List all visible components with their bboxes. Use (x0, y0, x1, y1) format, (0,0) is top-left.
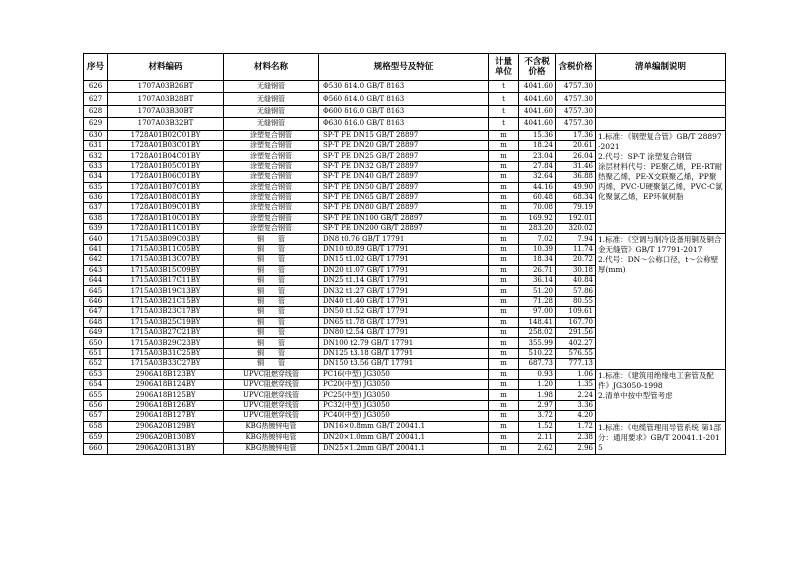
unit-cell: m (489, 338, 519, 348)
material-code-cell: 2906A18B127BY (108, 411, 224, 421)
spec-cell: SP-T PE DN15 GB/T 28897 (319, 130, 489, 140)
material-code-cell: 1715A03B27C21BY (108, 327, 224, 337)
unit-cell: m (489, 443, 519, 454)
unit-cell: t (489, 81, 519, 93)
row-index-cell: 643 (84, 265, 108, 275)
price-incl-tax-cell: 49.90 (556, 182, 596, 192)
price-incl-tax-cell: 79.19 (556, 203, 596, 213)
row-index-cell: 646 (84, 296, 108, 306)
price-incl-tax-cell: 7.94 (556, 234, 596, 244)
unit-cell: m (489, 213, 519, 223)
material-name-cell: 无缝钢管 (224, 81, 319, 93)
row-index-cell: 645 (84, 286, 108, 296)
table-row (84, 118, 726, 130)
material-name-cell: 涂塑复合钢管 (224, 151, 319, 161)
spec-cell: PC40(中型) JG3050 (319, 411, 489, 421)
material-name-cell: KBG热镀锌电管 (224, 432, 319, 443)
row-index-cell: 658 (84, 421, 108, 432)
price-incl-tax-cell: 3.36 (556, 400, 596, 410)
material-name-cell: 无缝钢管 (224, 105, 319, 117)
price-incl-tax-cell: 2.96 (556, 443, 596, 454)
price-excl-tax-cell: 51.20 (519, 286, 556, 296)
row-index-cell: 653 (84, 369, 108, 379)
price-incl-tax-cell: 4757.30 (556, 81, 596, 93)
spec-cell: Φ530 δ14.0 GB/T 8163 (319, 81, 489, 93)
price-incl-tax-cell: 291.56 (556, 327, 596, 337)
unit-cell: m (489, 317, 519, 327)
material-name-cell: 铜 管 (224, 296, 319, 306)
header-notes: 清单编制说明 (596, 54, 726, 81)
row-index-cell: 642 (84, 255, 108, 265)
material-code-cell: 2906A20B129BY (108, 421, 224, 432)
price-excl-tax-cell: 148.41 (519, 317, 556, 327)
material-name-cell: 铜 管 (224, 244, 319, 254)
spec-cell: Φ630 δ16.0 GB/T 8163 (319, 118, 489, 130)
price-excl-tax-cell: 4041.60 (519, 118, 556, 130)
price-excl-tax-cell: 7.02 (519, 234, 556, 244)
price-excl-tax-cell: 258.02 (519, 327, 556, 337)
unit-cell: m (489, 327, 519, 337)
unit-cell: m (489, 400, 519, 410)
spec-cell: DN25 t1.14 GB/T 17791 (319, 276, 489, 286)
price-incl-tax-cell: 320.02 (556, 224, 596, 234)
spec-cell: SP-T PE DN50 GB/T 28897 (319, 182, 489, 192)
row-index-cell: 651 (84, 348, 108, 358)
price-excl-tax-cell: 510.22 (519, 348, 556, 358)
material-code-cell: 1715A03B09C03BY (108, 234, 224, 244)
material-name-cell: 涂塑复合钢管 (224, 224, 319, 234)
spec-cell: SP-T PE DN100 GB/T 28897 (319, 213, 489, 223)
spec-cell: DN100 t2.79 GB/T 17791 (319, 338, 489, 348)
price-excl-tax-cell: 18.24 (519, 140, 556, 150)
row-index-cell: 629 (84, 118, 108, 130)
spec-cell: DN20 t1.07 GB/T 17791 (319, 265, 489, 275)
unit-cell: m (489, 286, 519, 296)
row-index-cell: 639 (84, 224, 108, 234)
material-name-cell: 涂塑复合钢管 (224, 130, 319, 140)
material-code-cell: 1715A03B21C15BY (108, 296, 224, 306)
notes-cell: 1.标准：《空调与制冷设备用铜及铜合金无缝管》GB/T 17791-2017 2.代号：DN～公称口径，t～公称壁厚(mm) (596, 234, 726, 369)
material-code-cell: 2906A20B131BY (108, 443, 224, 454)
price-excl-tax-cell: 1.52 (519, 421, 556, 432)
price-excl-tax-cell: 3.72 (519, 411, 556, 421)
spec-cell: SP-T PE DN40 GB/T 28897 (319, 172, 489, 182)
price-incl-tax-cell: 40.84 (556, 276, 596, 286)
row-index-cell: 660 (84, 443, 108, 454)
notes-cell: 1.标准：《建筑用绝缘电工套管及配件》JG3050-1998 2.清单中按中型管考虑 (596, 369, 726, 421)
spec-cell: SP-T PE DN20 GB/T 28897 (319, 140, 489, 150)
price-incl-tax-cell: 1.35 (556, 379, 596, 389)
table-row (84, 234, 726, 244)
price-incl-tax-cell: 576.55 (556, 348, 596, 358)
material-code-cell: 1707A03B32BT (108, 118, 224, 130)
row-index-cell: 652 (84, 359, 108, 369)
row-index-cell: 659 (84, 432, 108, 443)
unit-cell: t (489, 118, 519, 130)
price-excl-tax-cell: 1.20 (519, 379, 556, 389)
spec-cell: SP-T PE DN80 GB/T 28897 (319, 203, 489, 213)
row-index-cell: 631 (84, 140, 108, 150)
material-code-cell: 1728A01B03C01BY (108, 140, 224, 150)
material-name-cell: 涂塑复合钢管 (224, 172, 319, 182)
material-code-cell: 1728A01B06C01BY (108, 172, 224, 182)
row-index-cell: 644 (84, 276, 108, 286)
spec-cell: DN40 t1.40 GB/T 17791 (319, 296, 489, 306)
unit-cell: m (489, 307, 519, 317)
material-code-cell: 1715A03B29C23BY (108, 338, 224, 348)
price-incl-tax-cell: 11.74 (556, 244, 596, 254)
price-list-sheet (83, 53, 725, 455)
spec-cell: DN25×1.2mm GB/T 20041.1 (319, 443, 489, 454)
notes-cell: 1.标准：《电缆管理用导管系统 第1部分：通用要求》GB/T 20041.1-2015 (596, 421, 726, 454)
header-unit: 计量单位 (489, 54, 519, 81)
material-code-cell: 1715A03B19C13BY (108, 286, 224, 296)
material-name-cell: 铜 管 (224, 348, 319, 358)
unit-cell: m (489, 432, 519, 443)
notes-cell-empty (596, 93, 726, 105)
material-name-cell: KBG热镀锌电管 (224, 421, 319, 432)
material-name-cell: 涂塑复合钢管 (224, 182, 319, 192)
price-incl-tax-cell: 17.36 (556, 130, 596, 140)
row-index-cell: 626 (84, 81, 108, 93)
material-name-cell: 铜 管 (224, 359, 319, 369)
row-index-cell: 655 (84, 390, 108, 400)
price-excl-tax-cell: 4041.60 (519, 93, 556, 105)
unit-cell: m (489, 172, 519, 182)
price-incl-tax-cell: 4757.30 (556, 118, 596, 130)
material-code-cell: 1715A03B25C19BY (108, 317, 224, 327)
header-index: 序号 (84, 54, 108, 81)
spec-cell: PC32(中型) JG3050 (319, 400, 489, 410)
price-excl-tax-cell: 4041.60 (519, 105, 556, 117)
material-name-cell: UPVC阻燃穿线管 (224, 369, 319, 379)
unit-cell: t (489, 93, 519, 105)
material-code-cell: 2906A18B123BY (108, 369, 224, 379)
row-index-cell: 656 (84, 400, 108, 410)
price-excl-tax-cell: 26.71 (519, 265, 556, 275)
unit-cell: m (489, 224, 519, 234)
material-code-cell: 1728A01B10C01BY (108, 213, 224, 223)
price-incl-tax-cell: 36.88 (556, 172, 596, 182)
spec-cell: PC20(中型) JG3050 (319, 379, 489, 389)
row-index-cell: 647 (84, 307, 108, 317)
material-code-cell: 1707A03B30BT (108, 105, 224, 117)
row-index-cell: 628 (84, 105, 108, 117)
material-code-cell: 2906A18B126BY (108, 400, 224, 410)
price-incl-tax-cell: 109.61 (556, 307, 596, 317)
header-price-incl-tax: 含税价格 (556, 54, 596, 81)
material-name-cell: KBG热镀锌电管 (224, 443, 319, 454)
material-code-cell: 1728A01B07C01BY (108, 182, 224, 192)
row-index-cell: 630 (84, 130, 108, 140)
price-excl-tax-cell: 18.34 (519, 255, 556, 265)
spec-cell: DN125 t3.18 GB/T 17791 (319, 348, 489, 358)
material-name-cell: 铜 管 (224, 286, 319, 296)
spec-cell: DN50 t1.52 GB/T 17791 (319, 307, 489, 317)
material-name-cell: 涂塑复合钢管 (224, 161, 319, 171)
material-code-cell: 1728A01B11C01BY (108, 224, 224, 234)
material-name-cell: UPVC阻燃穿线管 (224, 390, 319, 400)
spec-cell: SP-T PE DN65 GB/T 28897 (319, 192, 489, 202)
unit-cell: m (489, 255, 519, 265)
spec-cell: DN8 t0.76 GB/T 17791 (319, 234, 489, 244)
unit-cell: m (489, 140, 519, 150)
price-incl-tax-cell: 57.86 (556, 286, 596, 296)
unit-cell: m (489, 421, 519, 432)
row-index-cell: 641 (84, 244, 108, 254)
price-excl-tax-cell: 169.92 (519, 213, 556, 223)
spec-cell: DN80 t2.54 GB/T 17791 (319, 327, 489, 337)
price-incl-tax-cell: 167.70 (556, 317, 596, 327)
material-name-cell: 无缝钢管 (224, 93, 319, 105)
unit-cell: m (489, 130, 519, 140)
table-row (84, 93, 726, 105)
price-excl-tax-cell: 36.14 (519, 276, 556, 286)
unit-cell: m (489, 182, 519, 192)
row-index-cell: 627 (84, 93, 108, 105)
row-index-cell: 635 (84, 182, 108, 192)
price-excl-tax-cell: 2.97 (519, 400, 556, 410)
material-name-cell: 无缝钢管 (224, 118, 319, 130)
price-incl-tax-cell: 2.38 (556, 432, 596, 443)
material-name-cell: 铜 管 (224, 317, 319, 327)
unit-cell: m (489, 192, 519, 202)
price-incl-tax-cell: 4757.30 (556, 105, 596, 117)
material-code-cell: 1715A03B33C27BY (108, 359, 224, 369)
material-name-cell: 铜 管 (224, 307, 319, 317)
material-code-cell: 1728A01B05C01BY (108, 161, 224, 171)
material-code-cell: 1707A03B28BT (108, 93, 224, 105)
notes-cell-empty (596, 81, 726, 93)
spec-cell: Φ600 δ16.0 GB/T 8163 (319, 105, 489, 117)
material-code-cell: 1707A03B26BT (108, 81, 224, 93)
spec-cell: SP-T PE DN32 GB/T 28897 (319, 161, 489, 171)
price-excl-tax-cell: 2.62 (519, 443, 556, 454)
unit-cell: m (489, 244, 519, 254)
spec-cell: DN20×1.0mm GB/T 20041.1 (319, 432, 489, 443)
row-index-cell: 654 (84, 379, 108, 389)
row-index-cell: 638 (84, 213, 108, 223)
price-excl-tax-cell: 355.99 (519, 338, 556, 348)
unit-cell: m (489, 265, 519, 275)
spec-cell: PC16(中型) JG3050 (319, 369, 489, 379)
spec-cell: DN65 t1.78 GB/T 17791 (319, 317, 489, 327)
unit-cell: m (489, 296, 519, 306)
row-index-cell: 633 (84, 161, 108, 171)
material-code-cell: 1715A03B15C09BY (108, 265, 224, 275)
material-name-cell: 铜 管 (224, 276, 319, 286)
unit-cell: m (489, 359, 519, 369)
spec-cell: PC25(中型) JG3050 (319, 390, 489, 400)
price-incl-tax-cell: 4.20 (556, 411, 596, 421)
notes-cell: 1.标准：《钢塑复合管》GB/T 28897-2021 2.代号：SP-T 涂塑复合钢管 涂层材料代号：PE聚乙烯，PE-RT耐热聚乙烯，PE-X交联聚乙烯，PP聚丙烯，PVC-U硬聚氯乙烯，PVC-C氯化聚氯乙烯，EP环氧树脂 (596, 130, 726, 234)
price-excl-tax-cell: 687.73 (519, 359, 556, 369)
unit-cell: m (489, 161, 519, 171)
price-table (83, 53, 726, 455)
material-code-cell: 1715A03B17C11BY (108, 276, 224, 286)
price-incl-tax-cell: 68.34 (556, 192, 596, 202)
spec-cell: Φ560 δ14.0 GB/T 8163 (319, 93, 489, 105)
row-index-cell: 637 (84, 203, 108, 213)
price-excl-tax-cell: 4041.60 (519, 81, 556, 93)
price-excl-tax-cell: 44.16 (519, 182, 556, 192)
price-excl-tax-cell: 10.39 (519, 244, 556, 254)
price-incl-tax-cell: 31.46 (556, 161, 596, 171)
table-row (84, 369, 726, 379)
row-index-cell: 650 (84, 338, 108, 348)
table-row (84, 105, 726, 117)
material-code-cell: 1728A01B09C01BY (108, 203, 224, 213)
unit-cell: m (489, 379, 519, 389)
unit-cell: m (489, 234, 519, 244)
material-name-cell: UPVC阻燃穿线管 (224, 411, 319, 421)
header-price-excl-tax: 不含税价格 (519, 54, 556, 81)
price-incl-tax-cell: 777.13 (556, 359, 596, 369)
material-code-cell: 1715A03B23C17BY (108, 307, 224, 317)
unit-cell: m (489, 411, 519, 421)
price-incl-tax-cell: 4757.30 (556, 93, 596, 105)
row-index-cell: 632 (84, 151, 108, 161)
unit-cell: m (489, 203, 519, 213)
price-excl-tax-cell: 97.00 (519, 307, 556, 317)
unit-cell: m (489, 276, 519, 286)
price-excl-tax-cell: 15.36 (519, 130, 556, 140)
table-row (84, 130, 726, 140)
table-row (84, 421, 726, 432)
material-code-cell: 1728A01B04C01BY (108, 151, 224, 161)
material-name-cell: UPVC阻燃穿线管 (224, 379, 319, 389)
spec-cell: DN16×0.8mm GB/T 20041.1 (319, 421, 489, 432)
header-spec: 规格型号及特征 (319, 54, 489, 81)
price-excl-tax-cell: 60.48 (519, 192, 556, 202)
price-excl-tax-cell: 71.28 (519, 296, 556, 306)
price-incl-tax-cell: 30.18 (556, 265, 596, 275)
row-index-cell: 657 (84, 411, 108, 421)
price-excl-tax-cell: 27.84 (519, 161, 556, 171)
unit-cell: m (489, 390, 519, 400)
material-name-cell: 涂塑复合钢管 (224, 140, 319, 150)
price-incl-tax-cell: 192.01 (556, 213, 596, 223)
spec-cell: DN10 t0.89 GB/T 17791 (319, 244, 489, 254)
material-name-cell: 铜 管 (224, 234, 319, 244)
row-index-cell: 649 (84, 327, 108, 337)
table-body (84, 81, 726, 455)
material-code-cell: 1728A01B02C01BY (108, 130, 224, 140)
header-material-name: 材料名称 (224, 54, 319, 81)
spec-cell: SP-T PE DN200 GB/T 28897 (319, 224, 489, 234)
price-excl-tax-cell: 0.93 (519, 369, 556, 379)
price-incl-tax-cell: 20.61 (556, 140, 596, 150)
unit-cell: m (489, 369, 519, 379)
unit-cell: m (489, 151, 519, 161)
price-excl-tax-cell: 70.08 (519, 203, 556, 213)
material-name-cell: 涂塑复合钢管 (224, 213, 319, 223)
price-incl-tax-cell: 1.06 (556, 369, 596, 379)
price-incl-tax-cell: 80.55 (556, 296, 596, 306)
unit-cell: m (489, 348, 519, 358)
price-excl-tax-cell: 23.04 (519, 151, 556, 161)
price-excl-tax-cell: 1.98 (519, 390, 556, 400)
material-code-cell: 1715A03B11C05BY (108, 244, 224, 254)
price-excl-tax-cell: 283.20 (519, 224, 556, 234)
price-excl-tax-cell: 2.11 (519, 432, 556, 443)
table-row (84, 81, 726, 93)
price-incl-tax-cell: 402.27 (556, 338, 596, 348)
notes-cell-empty (596, 105, 726, 117)
material-name-cell: 涂塑复合钢管 (224, 192, 319, 202)
header-row (84, 54, 726, 81)
spec-cell: SP-T PE DN25 GB/T 28897 (319, 151, 489, 161)
material-code-cell: 2906A18B124BY (108, 379, 224, 389)
price-incl-tax-cell: 26.04 (556, 151, 596, 161)
header-material-code: 材料编码 (108, 54, 224, 81)
material-code-cell: 1715A03B13C07BY (108, 255, 224, 265)
material-name-cell: 铜 管 (224, 265, 319, 275)
row-index-cell: 648 (84, 317, 108, 327)
material-name-cell: 铜 管 (224, 327, 319, 337)
row-index-cell: 640 (84, 234, 108, 244)
row-index-cell: 634 (84, 172, 108, 182)
spec-cell: DN150 t3.56 GB/T 17791 (319, 359, 489, 369)
price-incl-tax-cell: 1.72 (556, 421, 596, 432)
material-name-cell: UPVC阻燃穿线管 (224, 400, 319, 410)
material-name-cell: 铜 管 (224, 255, 319, 265)
material-code-cell: 1728A01B08C01BY (108, 192, 224, 202)
price-excl-tax-cell: 32.64 (519, 172, 556, 182)
material-code-cell: 1715A03B31C25BY (108, 348, 224, 358)
material-code-cell: 2906A18B125BY (108, 390, 224, 400)
material-name-cell: 铜 管 (224, 338, 319, 348)
notes-cell-empty (596, 118, 726, 130)
row-index-cell: 636 (84, 192, 108, 202)
spec-cell: DN32 t1.27 GB/T 17791 (319, 286, 489, 296)
unit-cell: t (489, 105, 519, 117)
price-incl-tax-cell: 20.72 (556, 255, 596, 265)
spec-cell: DN15 t1.02 GB/T 17791 (319, 255, 489, 265)
material-code-cell: 2906A20B130BY (108, 432, 224, 443)
material-name-cell: 涂塑复合钢管 (224, 203, 319, 213)
price-incl-tax-cell: 2.24 (556, 390, 596, 400)
